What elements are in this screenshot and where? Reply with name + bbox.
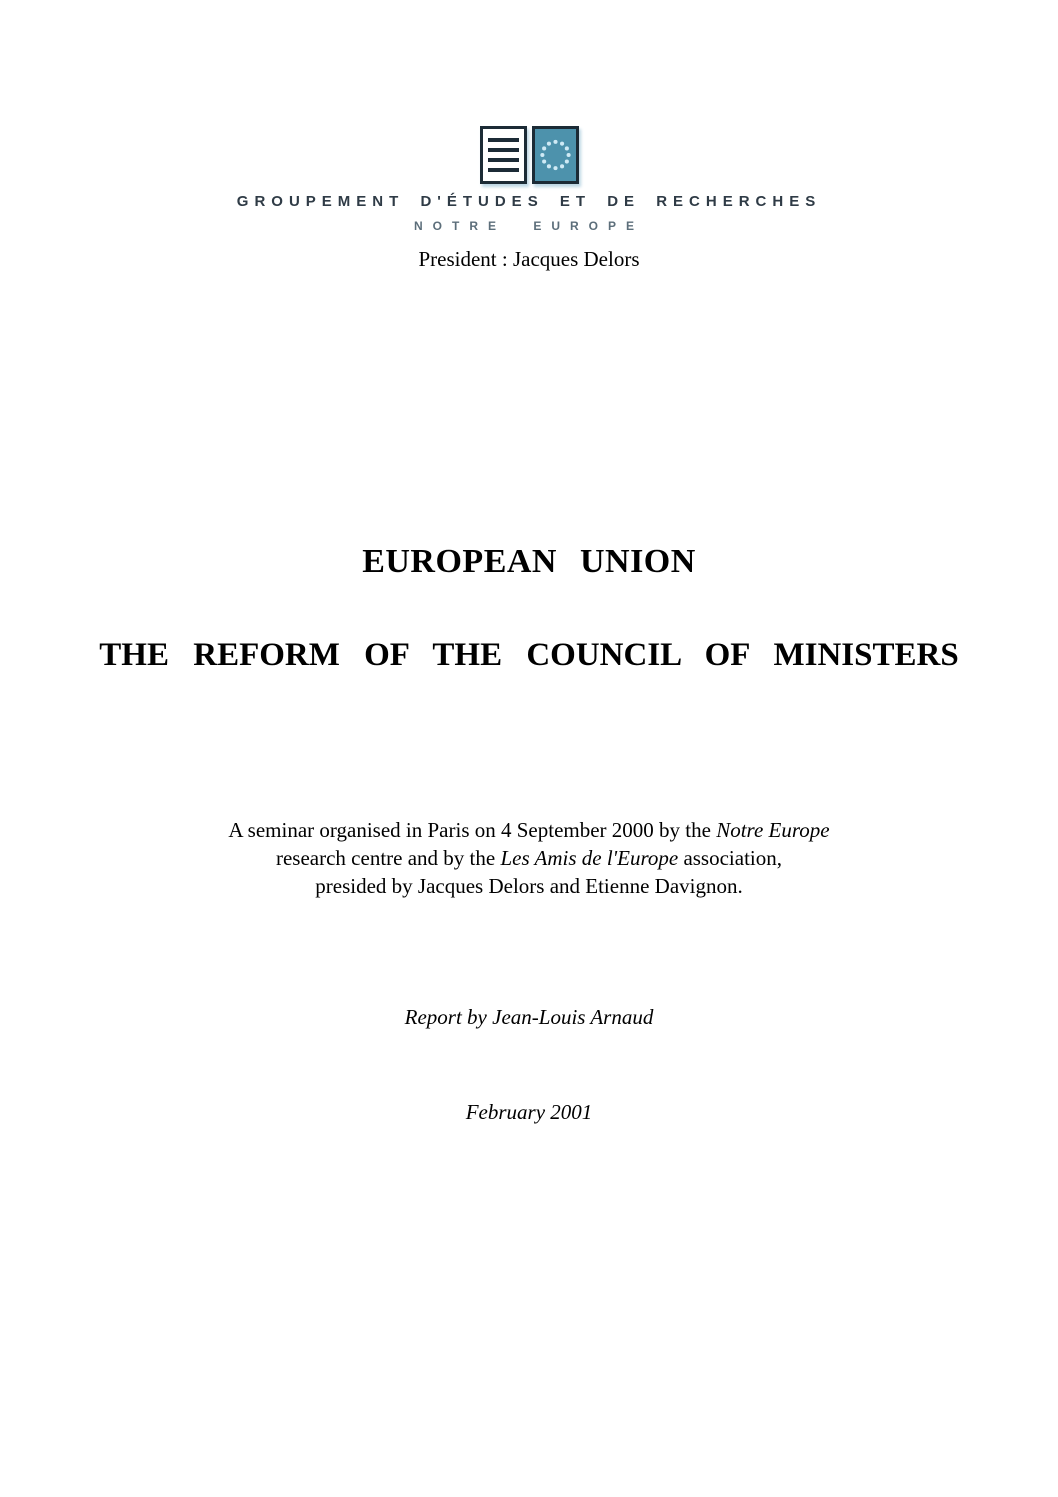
eu-stars-icon [532,126,579,184]
seminar-line2-emphasis: Les Amis de l'Europe [500,846,679,870]
seminar-line1-text: A seminar organised in Paris on 4 September 2000 by the [228,818,717,842]
document-line [488,138,519,142]
seminar-line-3: presided by Jacques Delors and Etienne Davignon. [315,874,743,898]
org-name: GROUPEMENT D'ÉTUDES ET DE RECHERCHES [236,193,822,210]
org-subname: NOTRE EUROPE [413,219,644,233]
president-line: President : Jacques Delors [418,247,640,271]
title-european-union: EUROPEAN UNION [362,543,696,580]
seminar-line2-text: research centre and by the [275,846,501,870]
seminar-line-1 [0,816,1058,844]
seminar-paragraph [0,816,1058,900]
seminar-line-2 [0,844,1058,872]
eu-stars-graphic [535,129,576,181]
seminar-line1-emphasis: Notre Europe [716,818,830,842]
report-author-line: Report by Jean-Louis Arnaud [404,1005,654,1029]
document-line [488,168,519,172]
seminar-line2-suffix: association, [678,846,782,870]
document-line [488,158,519,162]
document-line [488,148,519,152]
title-reform-council: THE REFORM OF THE COUNCIL OF MINISTERS [99,637,959,673]
date-line: February 2001 [465,1100,593,1124]
notre-europe-logo [0,126,1058,184]
document-lines-icon [480,126,527,184]
